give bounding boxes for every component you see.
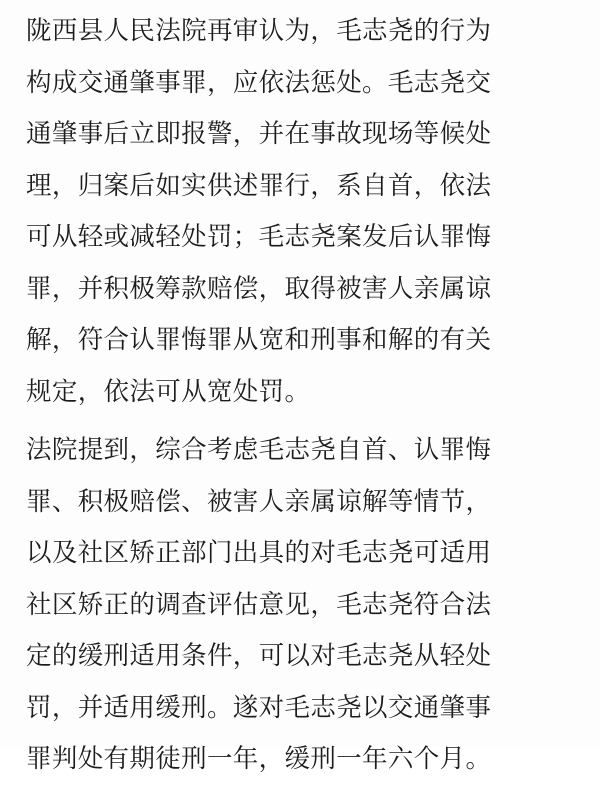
text-line: 可从轻或减轻处罚；毛志尧案发后认罪悔: [26, 222, 492, 252]
text-line: 罪判处有期徒刑一年，缓刑一年六个月。: [26, 744, 492, 774]
paragraph-court-sentence: [26, 425, 586, 786]
text-line: 法院提到，综合考虑毛志尧自首、认罪悔: [26, 435, 492, 465]
text-line: 规定，依法可从宽处罚。: [26, 376, 311, 407]
paragraph-retrial-ruling: [26, 6, 586, 418]
text-line: 陇西县人民法院再审认为，毛志尧的行为: [26, 16, 492, 46]
text-line: 构成交通肇事罪，应依法惩处。毛志尧交: [26, 67, 492, 98]
text-line: 社区矫正的调查评估意见，毛志尧符合法: [26, 589, 492, 620]
text-line: 罪、积极赔偿、被害人亲属谅解等情节，: [26, 486, 492, 517]
text-line: 通肇事后立即报警，并在事故现场等候处: [26, 119, 492, 149]
text-line: 理，归案后如实供述罪行，系自首，依法: [26, 170, 492, 201]
text-line: 以及社区矫正部门出具的对毛志尧可适用: [26, 538, 492, 568]
text-line: 定的缓刑适用条件，可以对毛志尧从轻处: [26, 641, 492, 671]
text-line: 解，符合认罪悔罪从宽和刑事和解的有关: [26, 325, 492, 355]
text-line: 罪，并积极筹款赔偿，取得被害人亲属谅: [26, 273, 492, 304]
text-line: 罚，并适用缓刑。遂对毛志尧以交通肇事: [26, 692, 492, 723]
